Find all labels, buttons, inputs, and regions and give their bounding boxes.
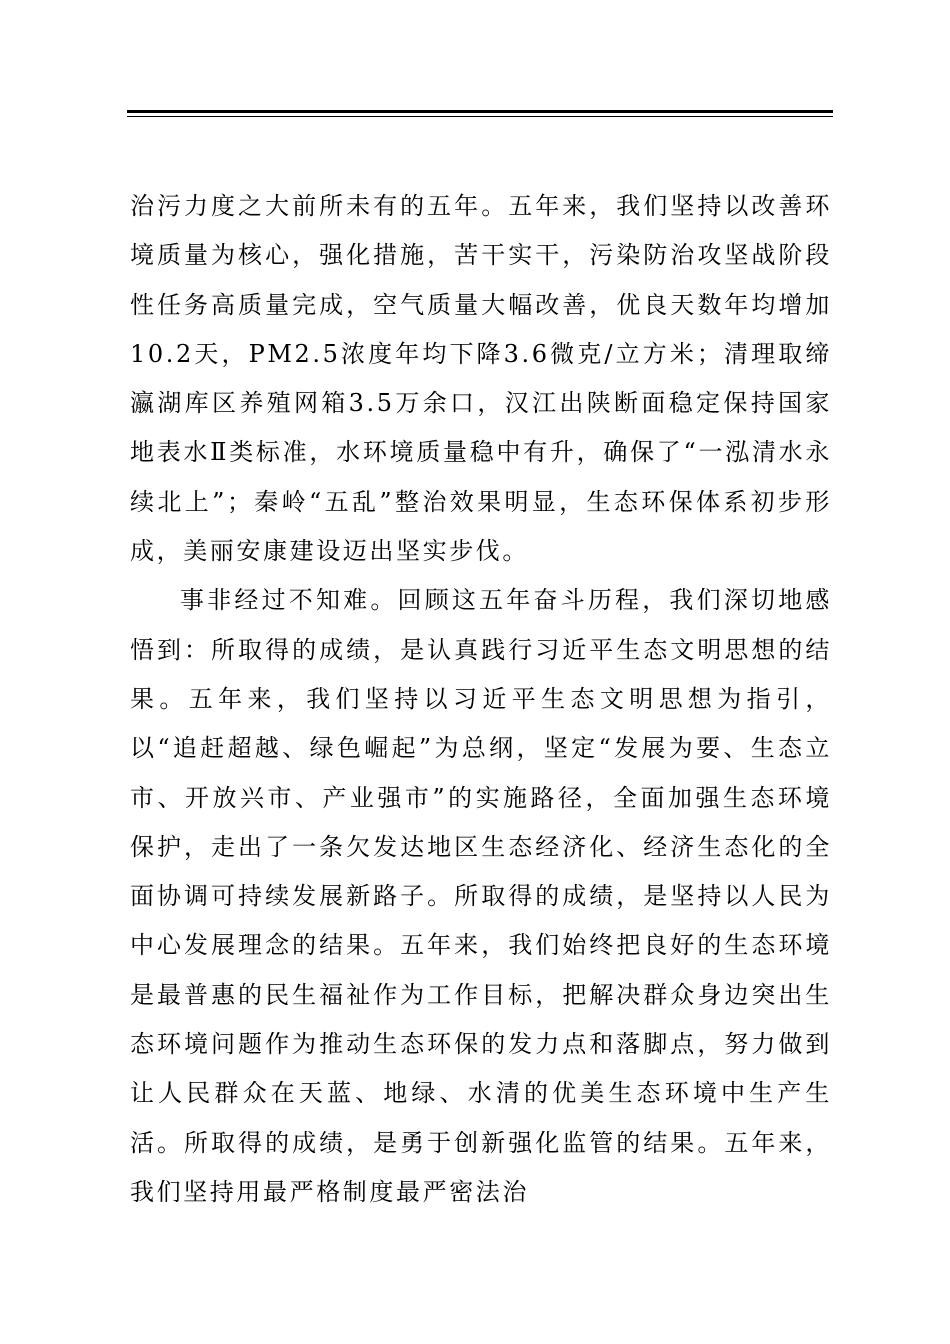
header-double-rule [127,110,833,120]
document-body [130,182,832,1217]
header-rule-thick-line [127,110,833,113]
paragraph-1: 治污力度之大前所未有的五年。五年来，我们坚持以改善环境质量为核心，强化措施，苦干实干，污染防治攻坚战阶段性任务高质量完成，空气质量大幅改善，优良天数年均增加10.2天，PM2.5浓度年均下降3.6微克/立方米；清理取缔瀛湖库区养殖网箱3.5万余口，汉江出陕断面稳定保持国家地表水Ⅱ类标准，水环境质量稳中有升，确保了“一泓清水永续北上”；秦岭“五乱”整治效果明显，生态环保体系初步形成，美丽安康建设迈出坚实步伐。 [130,192,832,566]
paragraph-2: 事非经过不知难。回顾这五年奋斗历程，我们深切地感悟到：所取得的成绩，是认真践行习近平生态文明思想的结果。五年来，我们坚持以习近平生态文明思想为指引，以“追赶超越、绿色崛起”为总纲，坚定“发展为要、生态立市、开放兴市、产业强市”的实施路径，全面加强生态环境保护，走出了一条欠发达地区生态经济化、经济生态化的全面协调可持续发展新路子。所取得的成绩，是坚持以人民为中心发展理念的结果。五年来，我们始终把良好的生态环境是最普惠的民生福祉作为工作目标，把解决群众身边突出生态环境问题作为推动生态环保的发力点和落脚点，努力做到让人民群众在天蓝、地绿、水清的优美生态环境中生产生活。所取得的成绩，是勇于创新强化监管的结果。五年来，我们坚持用最严格制度最严密法治 [130,586,832,1206]
header-rule-thin-line [127,116,833,117]
